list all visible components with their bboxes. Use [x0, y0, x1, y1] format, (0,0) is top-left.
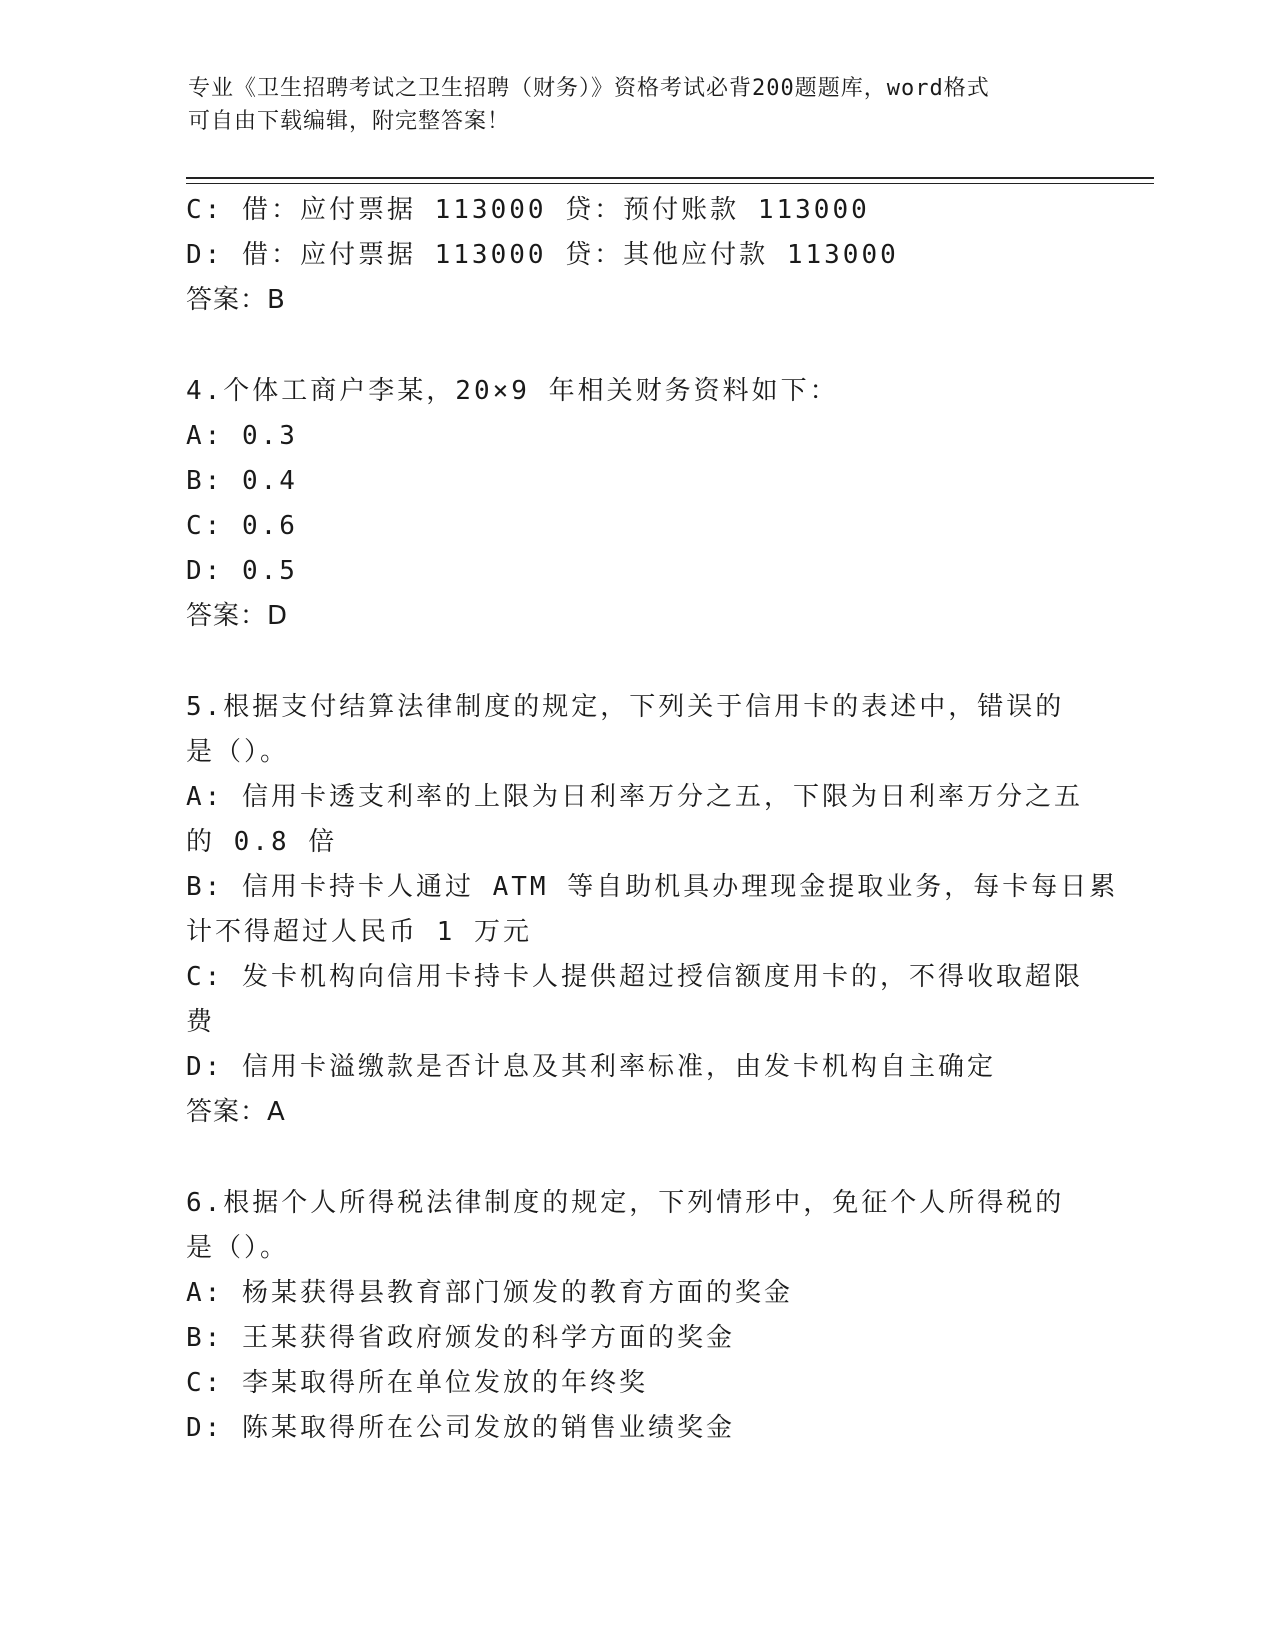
option-d: D: 陈某取得所在公司发放的销售业绩奖金	[186, 1413, 735, 1443]
option-d: D: 0.5	[186, 556, 298, 586]
option-b: B: 0.4	[186, 466, 298, 496]
spacer	[186, 639, 1086, 685]
header-rule-thick	[186, 177, 1154, 179]
option-a-line-1: A: 信用卡透支利率的上限为日利率万分之五，下限为日利率万分之五	[186, 782, 1083, 812]
question-4	[186, 369, 1086, 639]
question-stem-line-2: 是（）。	[186, 1233, 290, 1263]
header-line-2: 可自由下载编辑，附完整答案！	[188, 109, 511, 134]
question-3-tail	[186, 188, 1086, 323]
option-a: A: 0.3	[186, 421, 298, 451]
question-6	[186, 1181, 1086, 1451]
option-b-line-2: 计不得超过人民币 1 万元	[186, 917, 532, 947]
answer-line: 答案：B	[186, 285, 286, 315]
spacer	[186, 323, 1086, 369]
question-stem-line-1: 6.根据个人所得税法律制度的规定，下列情形中，免征个人所得税的	[186, 1188, 1065, 1218]
spacer	[186, 1135, 1086, 1181]
option-a-line-2: 的 0.8 倍	[186, 827, 338, 857]
question-stem-line-2: 是（）。	[186, 737, 290, 767]
question-stem-line-1: 5.根据支付结算法律制度的规定，下列关于信用卡的表述中，错误的	[186, 692, 1065, 722]
question-5	[186, 685, 1119, 1135]
question-stem: 4.个体工商户李某，20×9 年相关财务资料如下：	[186, 376, 839, 406]
option-c-line-1: C: 发卡机构向信用卡持卡人提供超过授信额度用卡的，不得收取超限	[186, 962, 1083, 992]
header-line-1: 专业《卫生招聘考试之卫生招聘（财务）》资格考试必背200题题库，word格式	[188, 76, 990, 101]
option-a: A: 杨某获得县教育部门颁发的教育方面的奖金	[186, 1278, 793, 1308]
option-c-line-2: 费	[186, 1007, 216, 1037]
answer-line: 答案：A	[186, 1097, 286, 1127]
option-b-line-1: B: 信用卡持卡人通过 ATM 等自助机具办理现金提取业务，每卡每日累	[186, 872, 1119, 902]
option-d: D: 借：应付票据 113000 贷：其他应付款 113000	[186, 240, 899, 270]
question-content	[186, 188, 1119, 1451]
document-header	[188, 72, 1068, 138]
header-rule-thin	[186, 183, 1154, 184]
answer-line: 答案：D	[186, 601, 289, 631]
option-b: B: 王某获得省政府颁发的科学方面的奖金	[186, 1323, 735, 1353]
option-c: C: 借：应付票据 113000 贷：预付账款 113000	[186, 195, 870, 225]
option-d: D: 信用卡溢缴款是否计息及其利率标准，由发卡机构自主确定	[186, 1052, 996, 1082]
option-c: C: 李某取得所在单位发放的年终奖	[186, 1368, 648, 1398]
option-c: C: 0.6	[186, 511, 298, 541]
